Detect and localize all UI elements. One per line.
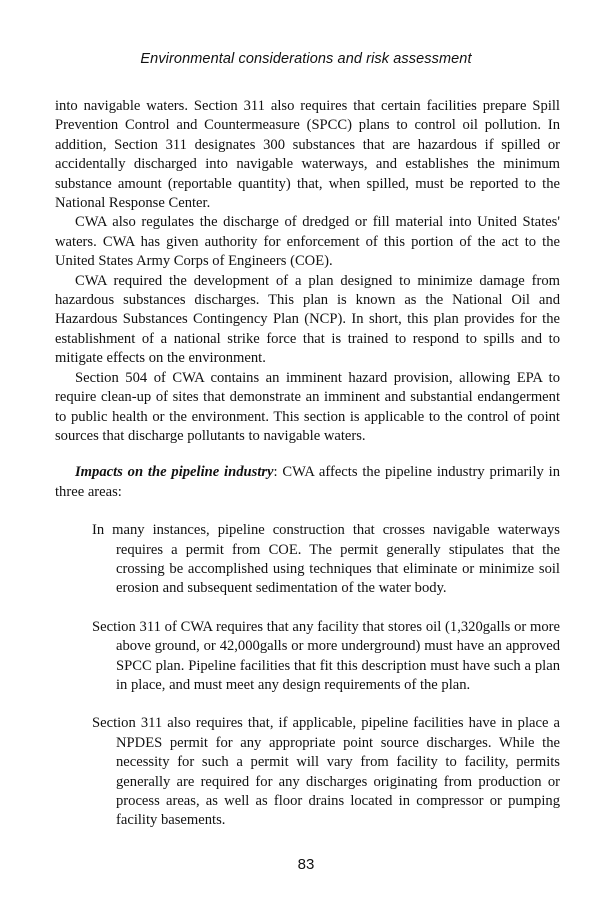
paragraph-cwa-dredged: CWA also regulates the discharge of dredged or fill material into United States' waters. CWA has given authority for enforcement of this portion of the act to the United States Army Corps of Engineers (COE). (55, 214, 560, 270)
paragraph-ncp: CWA required the development of a plan designed to minimize damage from hazardous substances discharges. This plan is known as the National Oil and Hazardous Substances Contingency Plan (NCP). In short, this plan provides for the establishment of a national strike force that is trained to respond to spills and to mitigate effects on the environment. (55, 272, 560, 367)
running-head: Environmental considerations and risk assessment (140, 51, 472, 67)
paragraph-continuation: into navigable waters. Section 311 also requires that certain facilities prepare Spill Prevention Control and Countermeasure (SPCC) plans to control oil pollution. In addition, Section 311 designates 300 substances that are hazardous if spilled or accidentally discharged into navigable waterways, and establishes the minimum substance amount (reportable quantity) that, when spilled, must be reported to the National Response Center. (55, 98, 560, 212)
page-body (55, 97, 560, 850)
impacts-lead: Impacts on the pipeline industry (75, 464, 274, 481)
page-number: 83 (297, 856, 315, 873)
impact-item-npdes-permit: Section 311 also requires that, if applicable, pipeline facilities have in place a NPDES permit for any appropriate point source discharges. While the necessity for such a permit will vary from facility to facility, permits generally are required for any discharges originating from production or process areas, as well as floor drains located in compressor or pumping facility basements. (92, 715, 560, 829)
impact-item-coe-permit: In many instances, pipeline construction that crosses navigable waterways requires a permit from COE. The permit generally stipulates that the crossing be accomplished using techniques that eliminate or minimize soil erosion and subsequent sedimentation of the water body. (92, 522, 560, 597)
impact-item-spcc-plan: Section 311 of CWA requires that any facility that stores oil (1,320galls or more above ground, or 42,000galls or more underground) must have an approved SPCC plan. Pipeline facilities that fit this description must have such a plan in place, and must meet any design requirements of the plan. (92, 618, 560, 693)
paragraph-section-504: Section 504 of CWA contains an imminent hazard provision, allowing EPA to require clean-up of sites that demonstrate an imminent and substantial endangerment to public health or the environment. This section is applicable to the control of point sources that discharge pollutants to navigable waters. (55, 369, 560, 444)
impacts-paragraph (55, 463, 560, 502)
impact-list (55, 521, 560, 831)
impacts-text: : CWA affects the pipeline industry primarily in three areas: (55, 464, 561, 500)
